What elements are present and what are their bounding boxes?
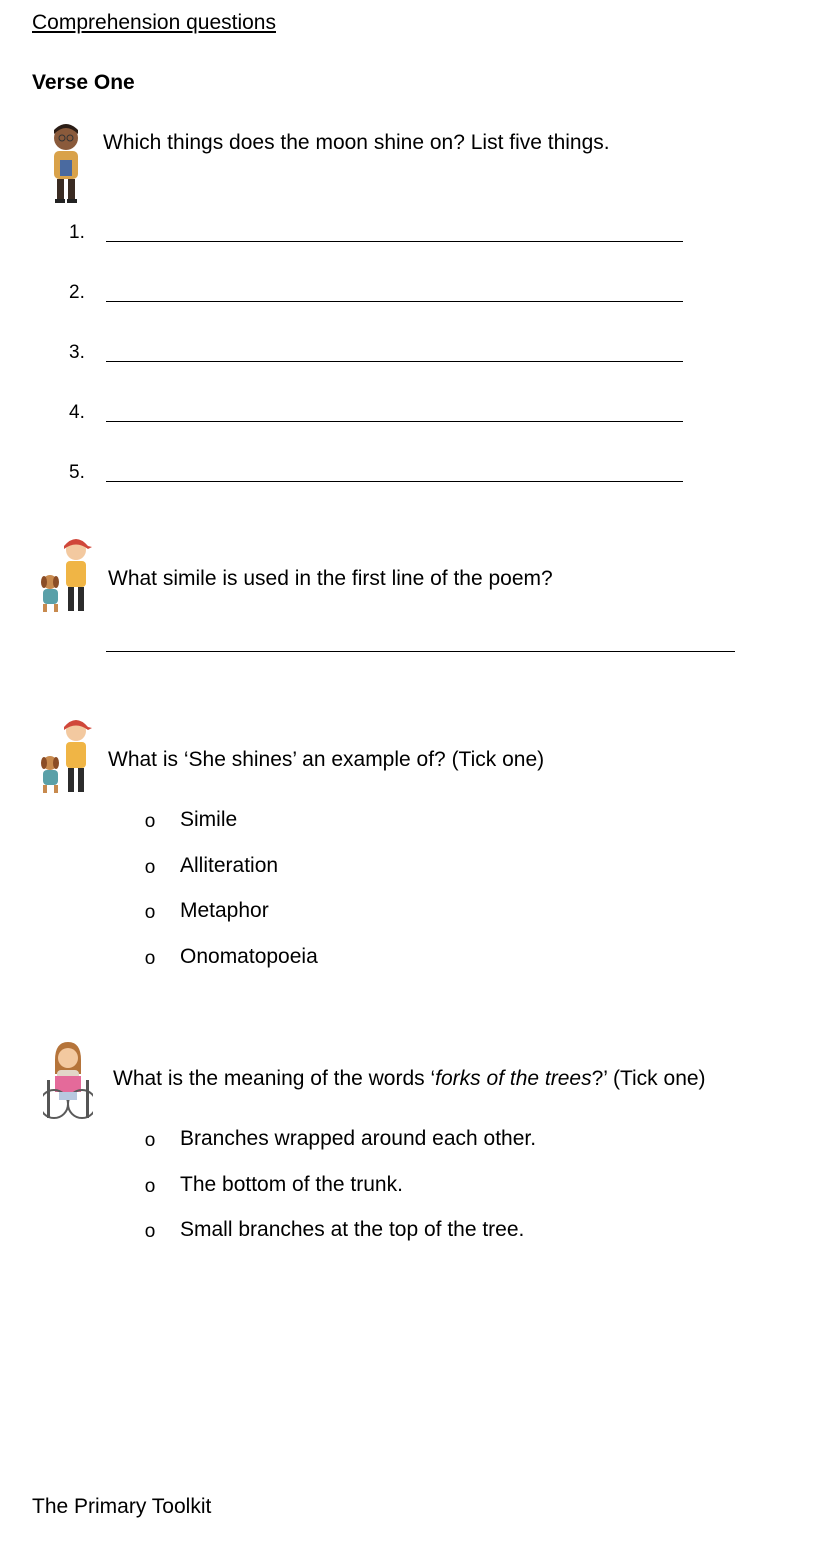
section-heading: Verse One xyxy=(32,71,135,94)
option-bottom-of-trunk: The bottom of the trunk. xyxy=(180,1173,403,1196)
girl-in-wheelchair-reading-icon xyxy=(43,1040,93,1122)
footer-brand: The Primary Toolkit xyxy=(32,1495,212,1518)
answer-number: 4. xyxy=(69,402,85,423)
question-4-text-end: ?’ (Tick one) xyxy=(591,1067,706,1090)
question-4-text xyxy=(113,1067,706,1091)
option-simile: Simile xyxy=(180,808,238,831)
answer-line-simile[interactable] xyxy=(106,651,735,652)
tick-circle[interactable]: o xyxy=(144,811,156,832)
answer-line-5[interactable] xyxy=(106,481,683,482)
tick-circle[interactable]: o xyxy=(144,902,156,923)
tick-circle[interactable]: o xyxy=(144,857,156,878)
tick-circle[interactable]: o xyxy=(144,948,156,969)
question-1-text: Which things does the moon shine on? List five things. xyxy=(103,131,610,154)
answer-number: 2. xyxy=(69,282,85,303)
answer-number: 1. xyxy=(69,222,85,243)
answer-line-3[interactable] xyxy=(106,361,683,362)
question-4-text-start: What is the meaning of the words ‘ xyxy=(113,1067,436,1090)
option-onomatopoeia: Onomatopoeia xyxy=(180,945,318,968)
option-alliteration: Alliteration xyxy=(180,854,279,877)
option-small-branches-top: Small branches at the top of the tree. xyxy=(180,1218,525,1241)
question-4-quoted-words: forks of the trees xyxy=(435,1067,592,1090)
worksheet-title: Comprehension questions xyxy=(32,11,276,34)
boy-with-dog-icon xyxy=(40,715,94,799)
option-branches-wrapped: Branches wrapped around each other. xyxy=(180,1127,537,1150)
answer-line-2[interactable] xyxy=(106,301,683,302)
question-3-text: What is ‘She shines’ an example of? (Tick one) xyxy=(108,748,545,771)
option-metaphor: Metaphor xyxy=(180,899,269,922)
tick-circle[interactable]: o xyxy=(144,1176,156,1197)
boy-with-book-icon xyxy=(44,120,90,208)
question-2-text: What simile is used in the first line of the poem? xyxy=(108,567,553,590)
answer-number: 3. xyxy=(69,342,85,363)
answer-number: 5. xyxy=(69,462,85,483)
answer-line-4[interactable] xyxy=(106,421,683,422)
tick-circle[interactable]: o xyxy=(144,1130,156,1151)
tick-circle[interactable]: o xyxy=(144,1221,156,1242)
answer-line-1[interactable] xyxy=(106,241,683,242)
boy-with-dog-icon xyxy=(40,534,94,618)
